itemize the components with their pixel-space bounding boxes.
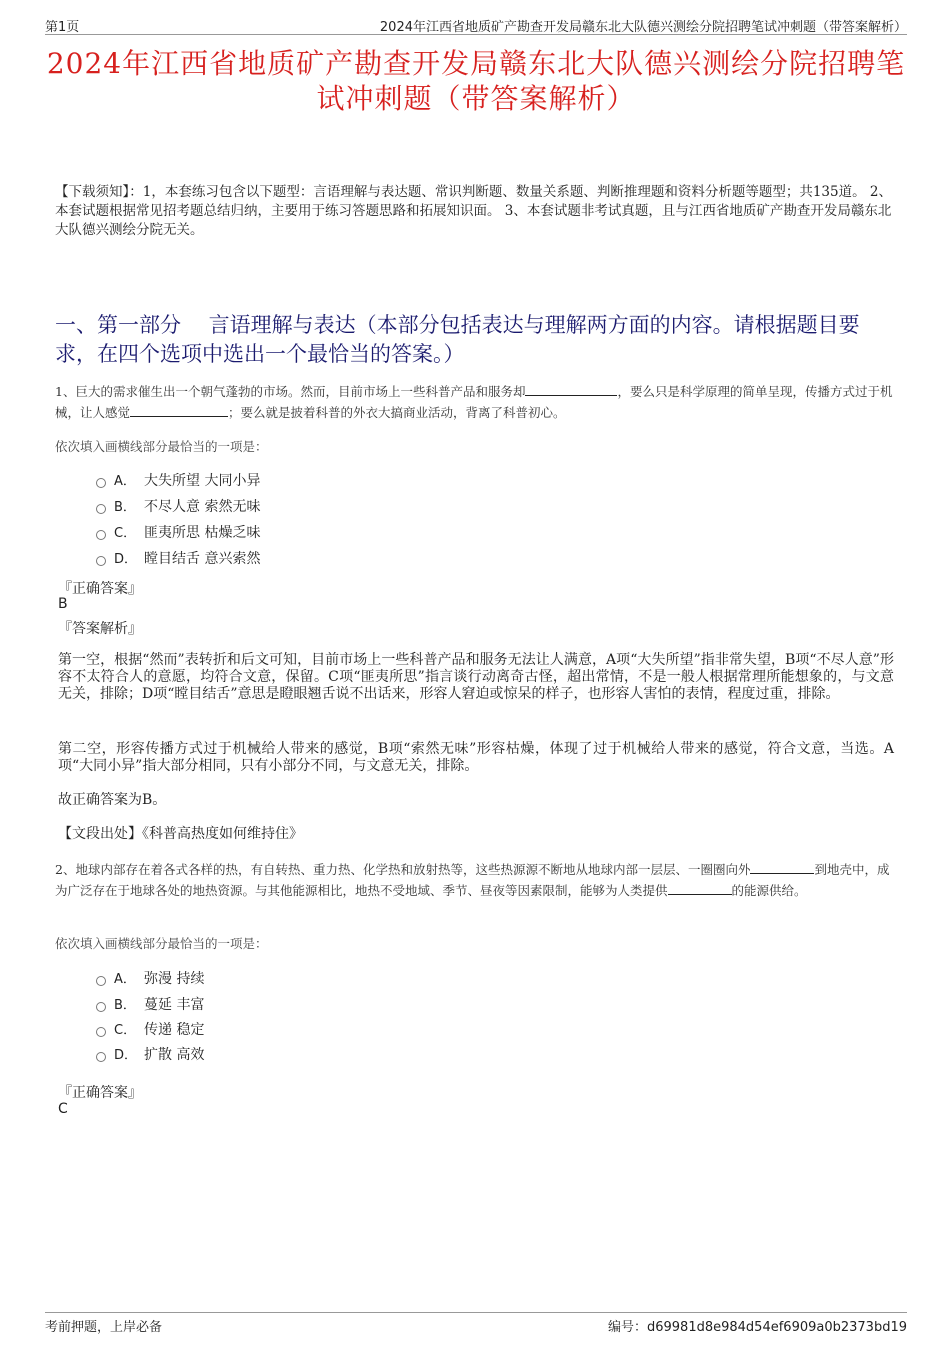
q2-option-d[interactable]: D． 扩散 高效 <box>96 1045 204 1065</box>
radio-icon[interactable] <box>96 976 106 986</box>
q2-option-a[interactable]: A． 弥漫 持续 <box>96 969 204 989</box>
question-1-stem: 1、巨大的需求催生出一个朝气蓬勃的市场。然而，目前市场上一些科普产品和服务却 ，要么只是科学原理的简单呈现，传播方式过于机械，让人感觉 ；要么就是披着科普的外衣大搞商业活动，背离了科普初心。 <box>55 384 893 420</box>
question-2-prompt: 依次填入画横线部分最恰当的一项是： <box>55 936 268 951</box>
q1-analysis-paragraph-1: 第一空，根据“然而”表转折和后文可知，目前市场上一些科普产品和服务无法让人满意，A项“大失所望”指非常失望，B项“不尽人意”形容不太符合人的意愿，均符合文意，保留。C项“匪夷所思”指言谈行动离奇古怪，超出常情，不是一般人根据常理所能想象的，与文意无关，排除；D项“瞠目结舌”意思是瞪眼翘舌说不出话来，形容人窘迫或惊呆的样子，也形容人害怕的表情，程度过重，排除。 <box>58 652 894 702</box>
q2-option-c[interactable]: C． 传递 稳定 <box>96 1020 204 1040</box>
q2-answer-label: 『正确答案』 <box>58 1085 142 1101</box>
q1-option-a[interactable]: A． 大失所望 大同小异 <box>96 471 260 491</box>
question-1-prompt: 依次填入画横线部分最恰当的一项是： <box>55 439 268 454</box>
question-2-stem: 2、地球内部存在着各式各样的热，有自转热、重力热、化学热和放射热等，这些热源源不断地从地球内部一层层、一圈圈向外 到地壳中，成为广泛存在于地球各处的地热资源。与其他能源相比，地热不受地域、季节、昼夜等因素限制，能够为人类提供 的能源供给。 <box>55 862 890 898</box>
page-footer <box>45 1312 907 1335</box>
fill-blank <box>750 861 814 874</box>
q1-source: 【文段出处】《科普高热度如何维持住》 <box>58 826 303 842</box>
radio-icon[interactable] <box>96 530 106 540</box>
radio-icon[interactable] <box>96 504 106 514</box>
download-notice: 【下载须知】：1，本套练习包含以下题型：言语理解与表达题、常识判断题、数量关系题、判断推理题和资料分析题等题型；共135道。 2、本套试题根据常见招考题总结归纳，主要用于练习答题思路和拓展知识面。 3、本套试题非考试真题，且与江西省地质矿产勘查开发局赣东北大队德兴测绘分院无关。 <box>55 184 892 238</box>
fill-blank <box>668 882 732 895</box>
radio-icon[interactable] <box>96 1052 106 1062</box>
fill-blank <box>525 383 617 396</box>
document-title: 2024年江西省地质矿产勘查开发局赣东北大队德兴测绘分院招聘笔试冲刺题（带答案解析） <box>46 47 906 115</box>
radio-icon[interactable] <box>96 556 106 566</box>
q1-analysis-paragraph-2: 第二空，形容传播方式过于机械给人带来的感觉，B项“索然无味”形容枯燥，体现了过于机械给人带来的感觉，符合文意，当选。A项“大同小异”指大部分相同，只有小部分不同，与文意无关，排除。 <box>58 741 894 774</box>
radio-icon[interactable] <box>96 1002 106 1012</box>
header-title: 2024年江西省地质矿产勘查开发局赣东北大队德兴测绘分院招聘笔试冲刺题（带答案解析） <box>379 20 907 35</box>
q2-option-b[interactable]: B． 蔓延 丰富 <box>96 995 204 1015</box>
radio-icon[interactable] <box>96 478 106 488</box>
q1-analysis-label: 『答案解析』 <box>58 621 142 637</box>
page-number: 第1页 <box>45 20 80 35</box>
fill-blank <box>130 404 228 417</box>
q1-answer-label: 『正确答案』 <box>58 581 142 597</box>
q1-answer: B <box>58 596 68 612</box>
footer-slogan: 考前押题，上岸必备 <box>45 1320 163 1335</box>
q1-conclusion: 故正确答案为B。 <box>58 792 167 808</box>
radio-icon[interactable] <box>96 1027 106 1037</box>
page-header <box>45 14 907 35</box>
q1-option-d[interactable]: D． 瞠目结舌 意兴索然 <box>96 549 260 569</box>
q2-answer: C <box>58 1101 68 1117</box>
section-heading: 一、第一部分 言语理解与表达（本部分包括表达与理解两方面的内容。请根据题目要求，在四个选项中选出一个最恰当的答案。） <box>55 313 860 366</box>
q1-option-c[interactable]: C． 匪夷所思 枯燥乏味 <box>96 523 260 543</box>
q1-option-b[interactable]: B． 不尽人意 索然无味 <box>96 497 260 517</box>
footer-code: 编号：d69981d8e984d54ef6909a0b2373bd19 <box>607 1320 907 1335</box>
